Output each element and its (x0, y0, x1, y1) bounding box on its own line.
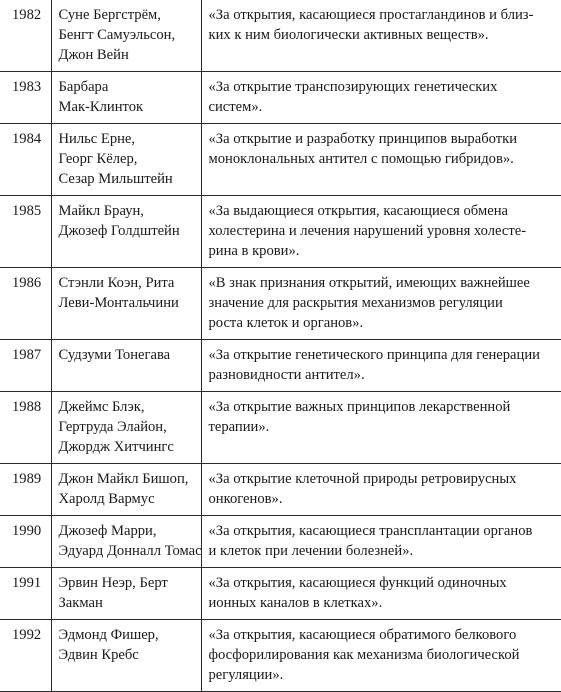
year-cell (0, 268, 51, 340)
citation-line: разновидности антител». (208, 367, 365, 383)
year-cell (0, 0, 51, 72)
laureate-name: Джозеф Голдштейн (58, 223, 180, 239)
reason-cell (201, 124, 561, 196)
citation-line: холестерина и лечения нарушений уровня холесте- (208, 223, 527, 239)
laureates-cell (51, 340, 201, 392)
reason-cell (201, 392, 561, 464)
table-row (0, 72, 561, 124)
citation-line: «За открытие клеточной природы ретровирусных (208, 471, 517, 487)
laureate-name: Бенгт Самуэльсон, (58, 27, 176, 43)
laureate-name: Эдуард Донналл Томас (58, 543, 202, 559)
laureate-name: Стэнли Коэн, Рита (58, 275, 175, 291)
citation-line: «За открытия, касающиеся трансплантации органов (208, 523, 533, 539)
laureate-name: Эдвин Кребс (58, 647, 139, 663)
laureate-name: Судзуми Тонегава (58, 347, 171, 363)
year-cell (0, 196, 51, 268)
year-text: 1985 (12, 203, 42, 219)
laureate-name: Эрвин Неэр, Берт (58, 575, 168, 591)
laureate-name: Джозеф Марри, (58, 523, 157, 539)
citation-line: и клеток при лечении болезней». (208, 543, 414, 559)
citation-line: регуляции». (208, 667, 284, 683)
laureate-name: Нильс Ерне, (58, 131, 136, 147)
year-text: 1990 (12, 523, 42, 539)
citation-line: «За открытие и разработку принципов выработки (208, 131, 517, 147)
laureate-name: Майкл Браун, (58, 203, 144, 219)
year-text: 1982 (12, 7, 42, 23)
year-text: 1991 (12, 575, 42, 591)
table-row (0, 0, 561, 72)
citation-line: «В знак признания открытий, имеющих важнейшее (208, 275, 530, 291)
year-cell (0, 464, 51, 516)
citation-line: онкогенов». (208, 491, 283, 507)
year-cell (0, 516, 51, 568)
table-row (0, 340, 561, 392)
citation-line: терапии». (208, 419, 270, 435)
table-row (0, 620, 561, 692)
citation-line: значение для раскрытия механизмов регуляции (208, 295, 503, 311)
year-cell (0, 568, 51, 620)
reason-cell (201, 196, 561, 268)
citation-line: рина в крови». (208, 243, 300, 259)
reason-cell (201, 72, 561, 124)
citation-line: «За открытия, касающиеся функций одиночных (208, 575, 507, 591)
laureate-name: Леви-Монтальчини (58, 295, 179, 311)
year-cell (0, 72, 51, 124)
table-row (0, 196, 561, 268)
citation-line: «За открытие важных принципов лекарственной (208, 399, 511, 415)
laureates-cell (51, 72, 201, 124)
table-row (0, 516, 561, 568)
laureates-cell (51, 516, 201, 568)
laureate-name: Джон Вейн (58, 47, 129, 63)
year-text: 1992 (12, 627, 42, 643)
reason-cell (201, 516, 561, 568)
laureate-name: Барбара (58, 79, 109, 95)
laureate-name: Гертруда Элайон, (58, 419, 167, 435)
year-cell (0, 340, 51, 392)
year-text: 1984 (12, 131, 42, 147)
laureate-name: Сезар Мильштейн (58, 171, 173, 187)
table-row (0, 568, 561, 620)
table-row (0, 464, 561, 516)
laureate-name: Джон Майкл Бишоп, (58, 471, 189, 487)
laureate-name: Суне Бергстрём, (58, 7, 161, 23)
year-text: 1983 (12, 79, 42, 95)
citation-line: «За открытие генетического принципа для генерации (208, 347, 540, 363)
citation-line: роста клеток и органов». (208, 315, 364, 331)
citation-line: «За открытие транспозирующих генетических (208, 79, 498, 95)
laureate-name: Джеймс Блэк, (58, 399, 145, 415)
table-row (0, 392, 561, 464)
laureates-cell (51, 268, 201, 340)
laureate-name: Мак-Клинток (58, 99, 144, 115)
laureate-name: Эдмонд Фишер, (58, 627, 159, 643)
laureate-name: Георг Кёлер, (58, 151, 138, 167)
citation-line: «За выдающиеся открытия, касающиеся обмена (208, 203, 509, 219)
laureates-cell (51, 196, 201, 268)
reason-cell (201, 340, 561, 392)
laureates-cell (51, 568, 201, 620)
laureates-cell (51, 0, 201, 72)
year-cell (0, 392, 51, 464)
year-cell (0, 124, 51, 196)
reason-cell (201, 268, 561, 340)
reason-cell (201, 464, 561, 516)
citation-line: ких к ним биологически активных веществ». (208, 27, 489, 43)
laureates-cell (51, 124, 201, 196)
year-text: 1987 (12, 347, 42, 363)
year-cell (0, 620, 51, 692)
year-text: 1988 (12, 399, 42, 415)
reason-cell (201, 0, 561, 72)
citation-line: фосфорилирования как механизма биологической (208, 647, 520, 663)
reason-cell (201, 620, 561, 692)
laureates-cell (51, 620, 201, 692)
laureates-cell (51, 392, 201, 464)
laureates-cell (51, 464, 201, 516)
table-row (0, 268, 561, 340)
laureate-name: Харолд Вармус (58, 491, 155, 507)
reason-cell (201, 568, 561, 620)
citation-line: моноклональных антител с помощью гибридов». (208, 151, 514, 167)
table-row (0, 124, 561, 196)
citation-line: систем». (208, 99, 263, 115)
citation-line: «За открытия, касающиеся простагландинов и близ- (208, 7, 534, 23)
year-text: 1989 (12, 471, 42, 487)
year-text: 1986 (12, 275, 42, 291)
laureate-name: Джордж Хитчингс (58, 439, 174, 455)
citation-line: ионных каналов в клетках». (208, 595, 383, 611)
citation-line: «За открытия, касающиеся обратимого белкового (208, 627, 517, 643)
laureate-name: Закман (58, 595, 103, 611)
